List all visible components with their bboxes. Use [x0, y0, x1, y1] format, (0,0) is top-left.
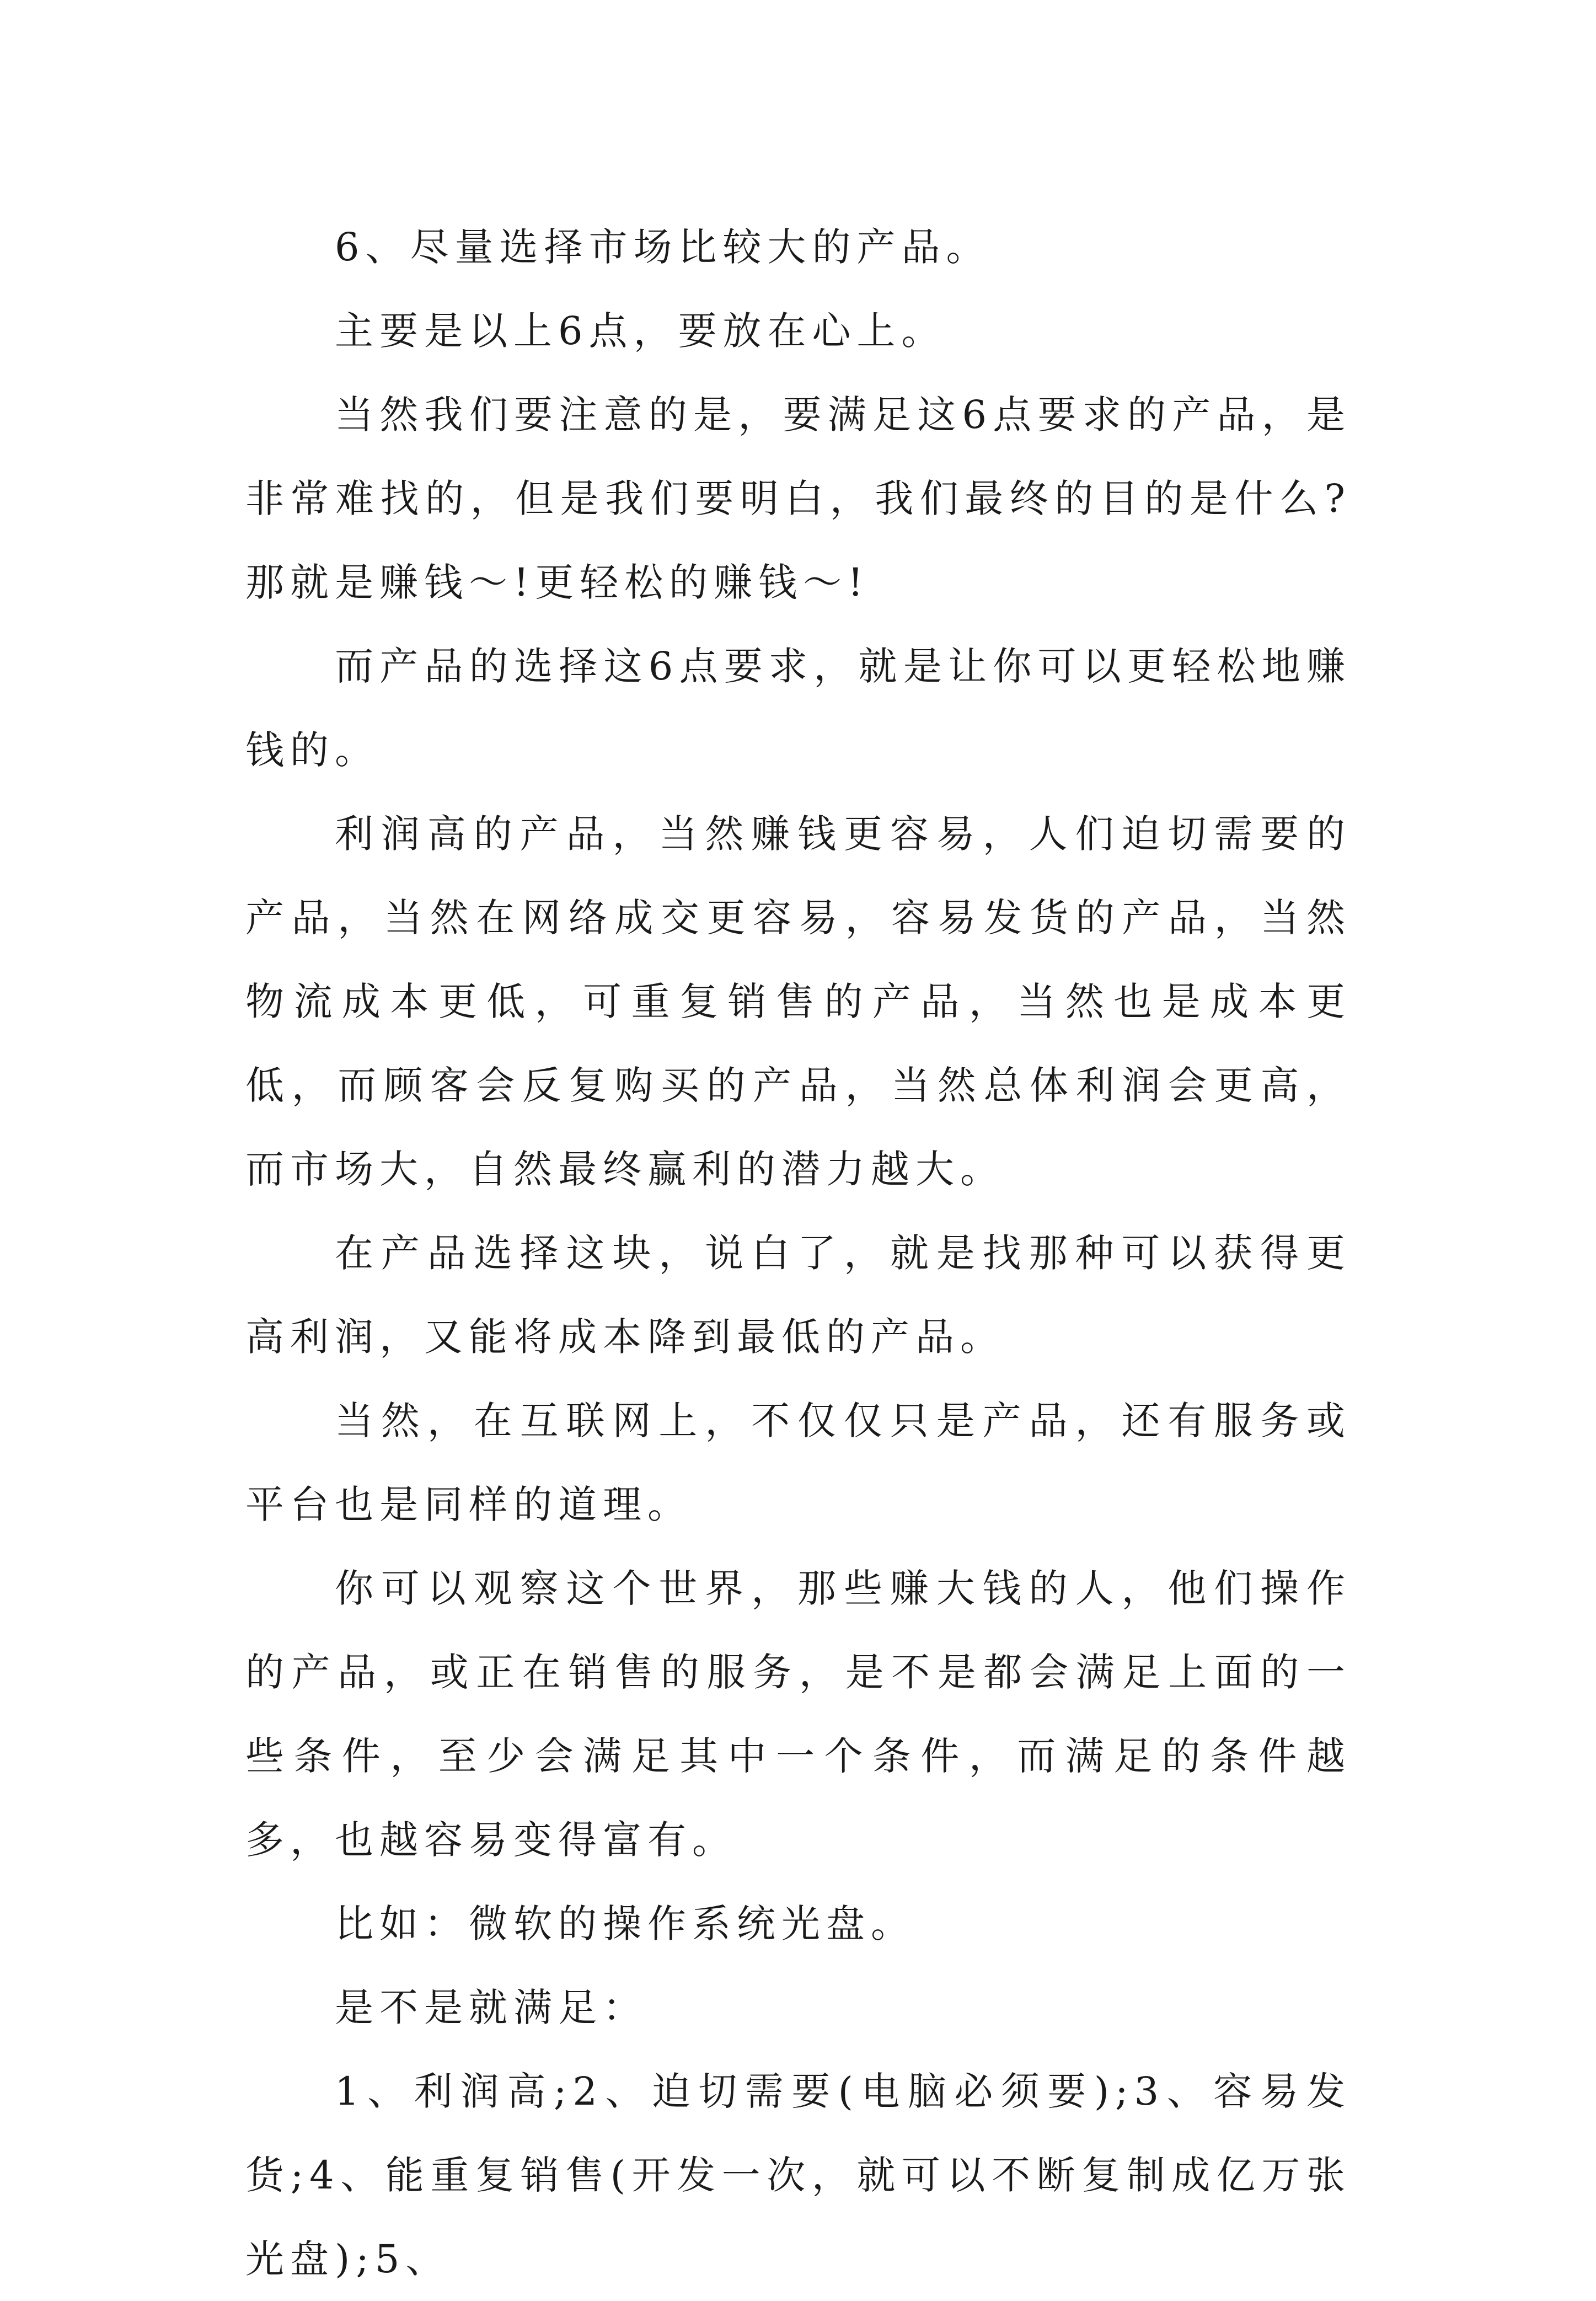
paragraph-1: 6、尽量选择市场比较大的产品。 [335, 224, 991, 270]
paragraph-11: 1、利润高;2、迫切需要(电脑必须要);3、容易发货;4、能重复销售(开发一次，就可以不断复制成亿万张光盘);5、 [245, 2069, 1351, 2282]
paragraph-7: 当然，在互联网上，不仅仅只是产品，还有服务或平台也是同样的道理。 [245, 1398, 1351, 1527]
paragraph-10: 是不是就满足： [335, 1985, 647, 2030]
paragraph-9: 比如：微软的操作系统光盘。 [335, 1901, 915, 1946]
paragraph-3: 当然我们要注意的是，要满足这6点要求的产品，是非常难找的，但是我们要明白，我们最终的目的是什么?那就是赚钱～!更轻松的赚钱～! [245, 392, 1351, 605]
paragraph-8: 你可以观察这个世界，那些赚大钱的人，他们操作的产品，或正在销售的服务，是不是都会满足上面的一些条件，至少会满足其中一个条件，而满足的条件越多，也越容易变得富有。 [245, 1566, 1351, 1863]
paragraph-5: 利润高的产品，当然赚钱更容易，人们迫切需要的产品，当然在网络成交更容易，容易发货的产品，当然物流成本更低，可重复销售的产品，当然也是成本更低，而顾客会反复购买的产品，当然总体利润会更高，而市场大，自然最终赢利的潜力越大。 [245, 811, 1351, 1192]
document-body [245, 205, 1351, 2301]
paragraph-6: 在产品选择这块，说白了，就是找那种可以获得更高利润，又能将成本降到最低的产品。 [245, 1230, 1351, 1360]
paragraph-4: 而产品的选择这6点要求，就是让你可以更轻松地赚钱的。 [245, 644, 1351, 773]
paragraph-2: 主要是以上6点，要放在心上。 [335, 308, 946, 354]
